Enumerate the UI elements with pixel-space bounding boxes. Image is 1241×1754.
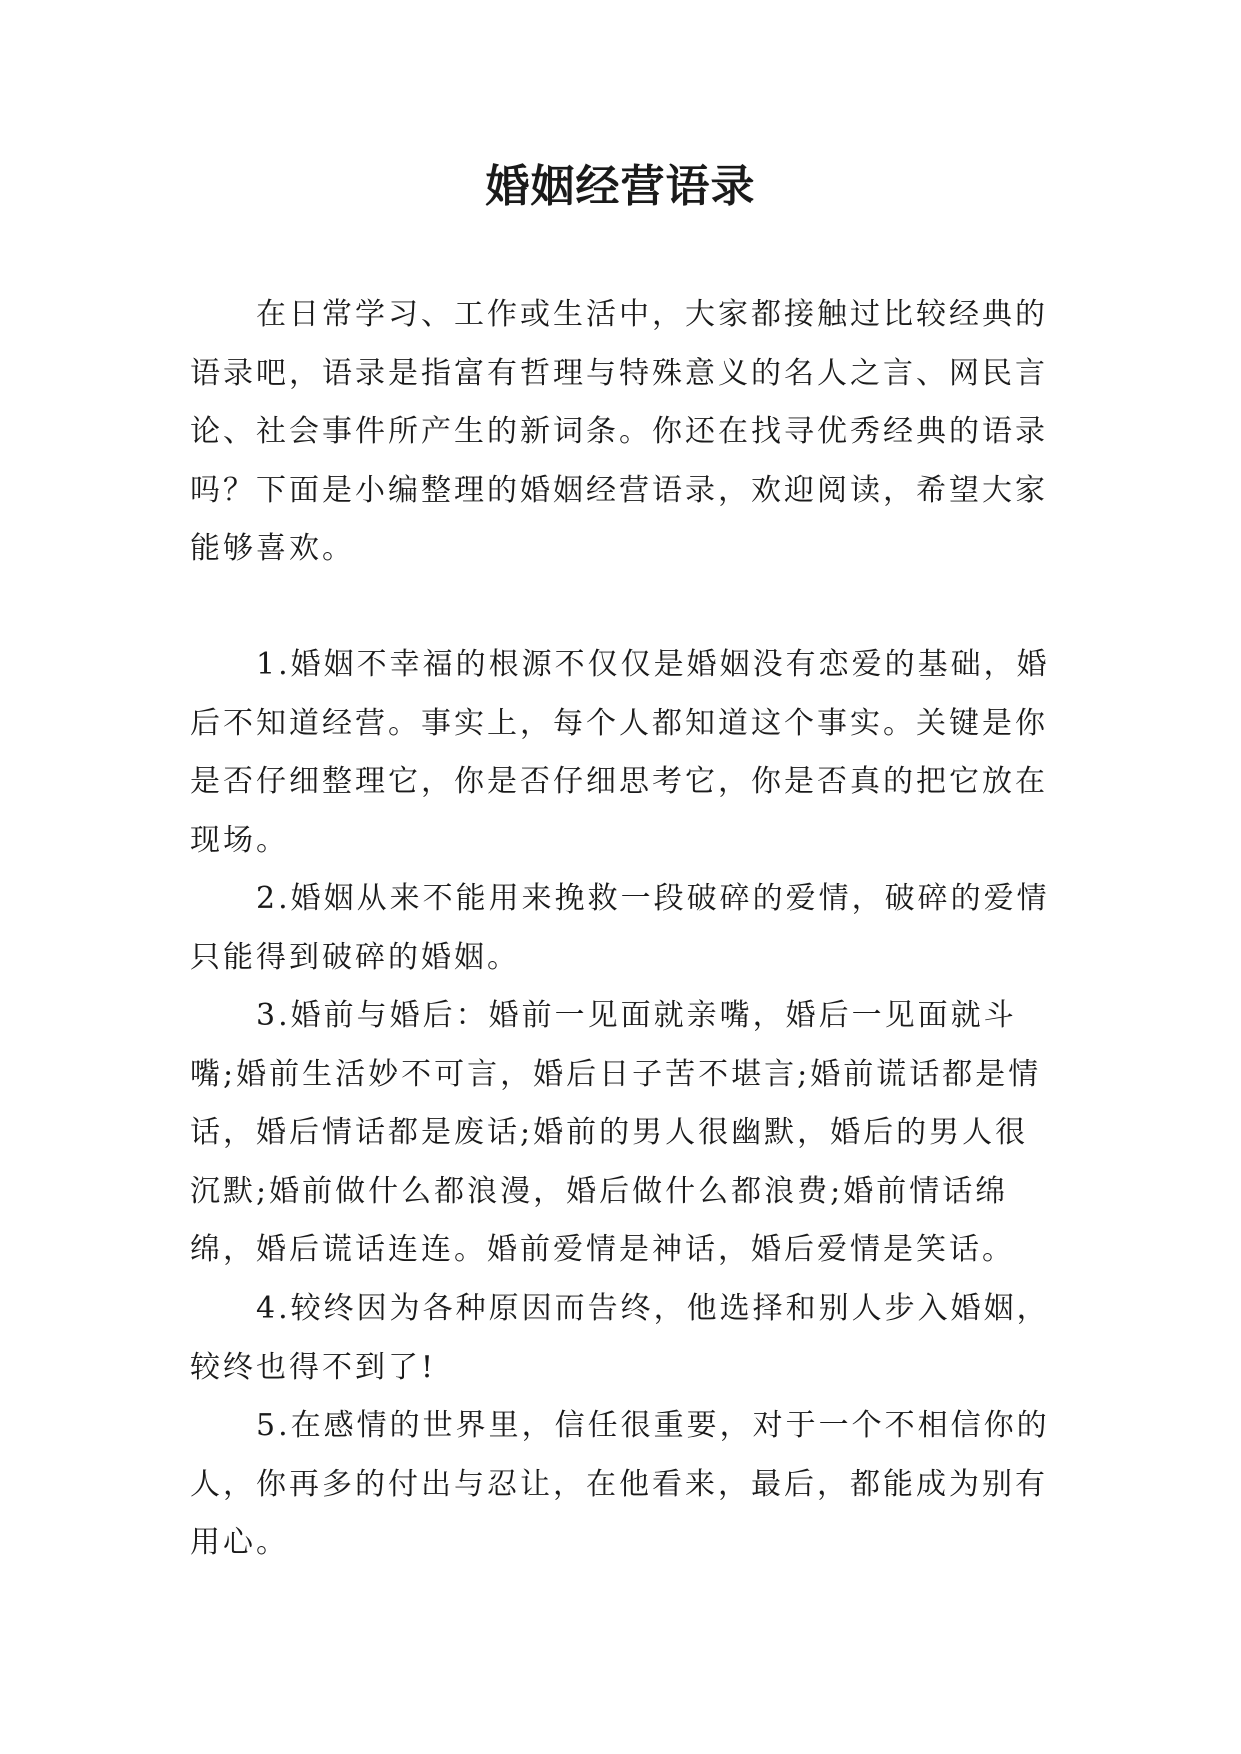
quote-item-1: 1.婚姻不幸福的根源不仅仅是婚姻没有恋爱的基础，婚后不知道经营。事实上，每个人都知道这个事实。关键是你是否仔细整理它，你是否仔细思考它，你是否真的把它放在现场。 (190, 647, 1050, 858)
quote-item-5: 5.在感情的世界里，信任很重要，对于一个不相信你的人，你再多的付出与忍让，在他看来，最后，都能成为别有用心。 (190, 1408, 1050, 1560)
intro-paragraph: 在日常学习、工作或生活中，大家都接触过比较经典的语录吧，语录是指富有哲理与特殊意义的名人之言、网民言论、社会事件所产生的新词条。你还在找寻优秀经典的语录吗？下面是小编整理的婚姻经营语录，欢迎阅读，希望大家能够喜欢。 (190, 297, 1048, 566)
quote-item-2: 2.婚姻从来不能用来挽救一段破碎的爱情，破碎的爱情只能得到破碎的婚姻。 (190, 881, 1050, 975)
document-title: 婚姻经营语录 (485, 161, 756, 212)
quote-item-3: 3.婚前与婚后：婚前一见面就亲嘴，婚后一见面就斗嘴;婚前生活妙不可言，婚后日子苦不堪言;婚前谎话都是情话，婚后情话都是废话;婚前的男人很幽默，婚后的男人很沉默;婚前做什么都浪漫，婚后做什么都浪费;婚前情话绵绵，婚后谎话连连。婚前爱情是神话，婚后爱情是笑话。 (190, 998, 1042, 1267)
quote-item-4: 4.较终因为各种原因而告终，他选择和别人步入婚姻，较终也得不到了! (190, 1291, 1050, 1385)
